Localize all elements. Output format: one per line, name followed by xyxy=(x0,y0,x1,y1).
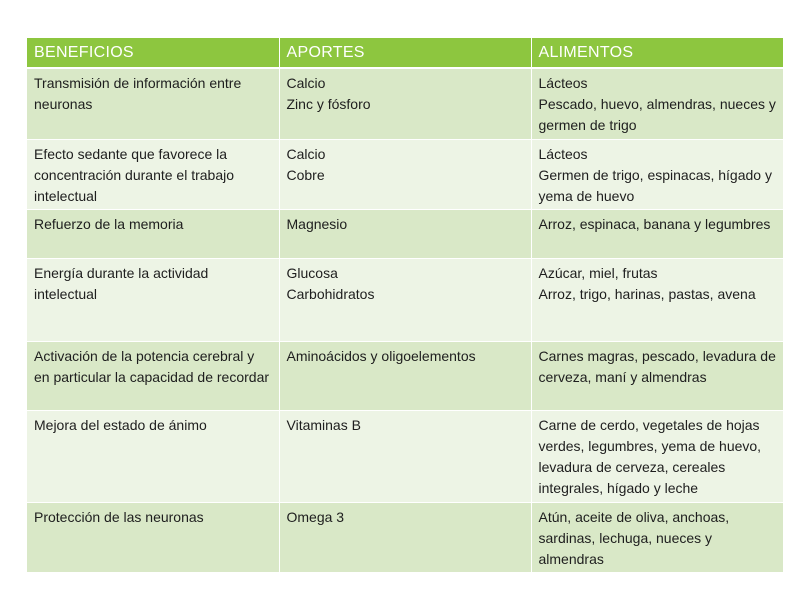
cell-alimentos: Atún, aceite de oliva, anchoas, sardinas, lechuga, nueces y almendras xyxy=(531,502,783,572)
cell-beneficio: Refuerzo de la memoria xyxy=(27,209,279,258)
header-alimentos: ALIMENTOS xyxy=(531,38,783,68)
table-row xyxy=(27,68,783,139)
cell-aportes: Glucosa Carbohidratos xyxy=(279,258,531,341)
cell-aportes: Calcio Zinc y fósforo xyxy=(279,68,531,139)
cell-beneficio: Mejora del estado de ánimo xyxy=(27,410,279,502)
table-row xyxy=(27,209,783,258)
cell-aportes: Vitaminas B xyxy=(279,410,531,502)
cell-beneficio: Energía durante la actividad intelectual xyxy=(27,258,279,341)
cell-alimentos: Azúcar, miel, frutas Arroz, trigo, harinas, pastas, avena xyxy=(531,258,783,341)
cell-aportes: Calcio Cobre xyxy=(279,139,531,209)
table-row xyxy=(27,502,783,572)
cell-beneficio: Protección de las neuronas xyxy=(27,502,279,572)
header-aportes: APORTES xyxy=(279,38,531,68)
nutrition-table xyxy=(27,38,783,573)
table-row xyxy=(27,410,783,502)
cell-alimentos: Arroz, espinaca, banana y legumbres xyxy=(531,209,783,258)
cell-beneficio: Efecto sedante que favorece la concentración durante el trabajo intelectual xyxy=(27,139,279,209)
table-row xyxy=(27,139,783,209)
cell-alimentos: Lácteos Pescado, huevo, almendras, nueces y germen de trigo xyxy=(531,68,783,139)
cell-beneficio: Transmisión de información entre neuronas xyxy=(27,68,279,139)
table-row xyxy=(27,341,783,410)
cell-aportes: Magnesio xyxy=(279,209,531,258)
table-row xyxy=(27,258,783,341)
table-header-row xyxy=(27,38,783,68)
cell-alimentos: Carnes magras, pescado, levadura de cerveza, maní y almendras xyxy=(531,341,783,410)
cell-beneficio: Activación de la potencia cerebral y en particular la capacidad de recordar xyxy=(27,341,279,410)
cell-aportes: Omega 3 xyxy=(279,502,531,572)
cell-aportes: Aminoácidos y oligoelementos xyxy=(279,341,531,410)
header-beneficios: BENEFICIOS xyxy=(27,38,279,68)
cell-alimentos: Carne de cerdo, vegetales de hojas verdes, legumbres, yema de huevo, levadura de cerveza, cereales integrales, hígado y leche xyxy=(531,410,783,502)
cell-alimentos: Lácteos Germen de trigo, espinacas, hígado y yema de huevo xyxy=(531,139,783,209)
